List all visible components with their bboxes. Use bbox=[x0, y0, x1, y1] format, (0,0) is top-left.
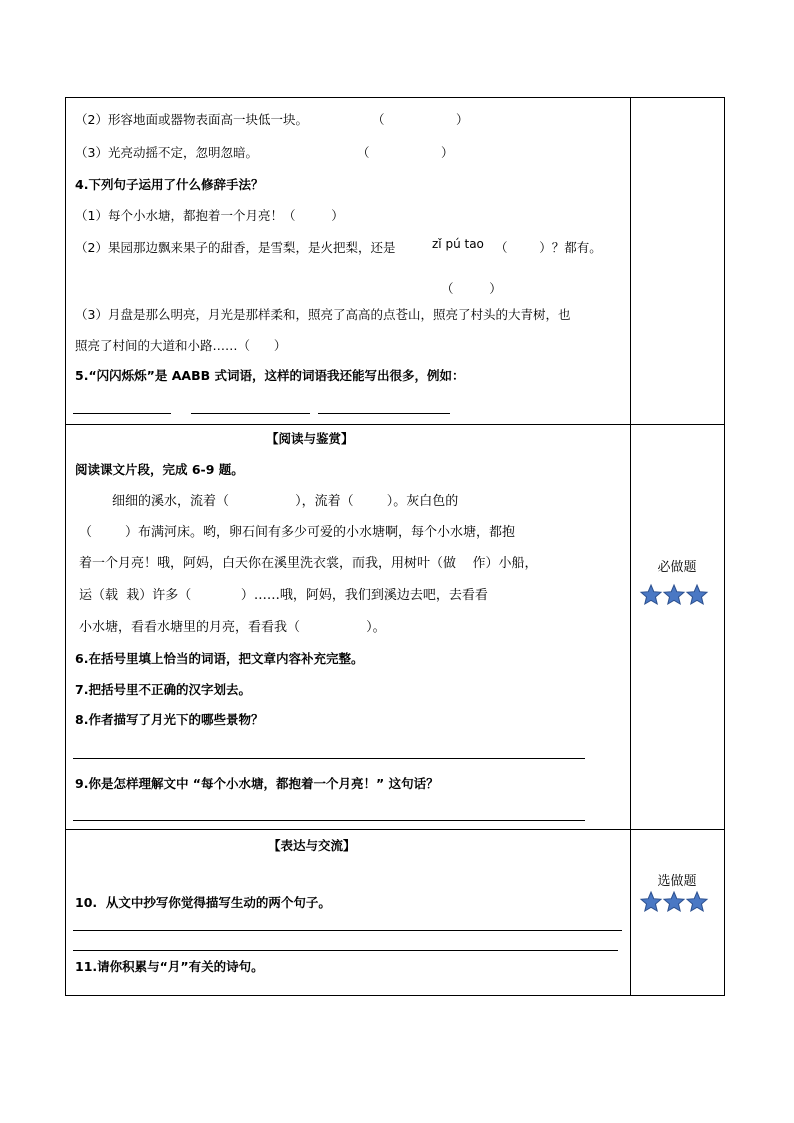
star-icon bbox=[664, 892, 684, 911]
q5: 5.“闪闪烁烁”是 AABB 式词语，这样的词语我还能写出很多，例如： bbox=[75, 368, 465, 383]
q3-item3-answer-paren: （ ） bbox=[357, 145, 454, 160]
optional-label: 选做题 bbox=[657, 874, 697, 889]
passage-line: （ ）布满河床。哟，卵石间有多少可爱的小水塘啊，每个小水塘，都抱 bbox=[79, 525, 516, 540]
passage-line: 细细的溪水，流着（ ），流着（ ）。灰白色的 bbox=[79, 494, 459, 509]
answer-line bbox=[73, 758, 585, 759]
q4-item2-answer-paren: （ ） bbox=[441, 281, 502, 296]
q3-item3: （3）光亮动摇不定，忽明忽暗。 bbox=[75, 145, 258, 160]
q7: 7.把括号里不正确的汉字划去。 bbox=[75, 682, 251, 697]
star-icon bbox=[687, 585, 707, 604]
q3-item2-answer-paren: （ ） bbox=[372, 112, 469, 127]
passage-line: 运（载 栽）许多（ ）……哦，阿妈，我们到溪边去吧，去看看 bbox=[79, 588, 488, 603]
q4-title: 4.下列句子运用了什么修辞手法？ bbox=[75, 177, 264, 192]
answer-line bbox=[73, 930, 622, 931]
answer-line bbox=[191, 413, 310, 414]
q11: 11.请你积累与“月”有关的诗句。 bbox=[75, 959, 264, 974]
q4-item3-line1: （3）月盘是那么明亮，月光是那样柔和，照亮了高高的点苍山，照亮了村头的大青树，也 bbox=[75, 307, 571, 322]
q3-item2: （2）形容地面或器物表面高一块低一块。 bbox=[75, 112, 308, 127]
q4-item2: （2）果园那边飘来果子的甜香，是雪梨，是火把梨，还是 bbox=[75, 240, 396, 255]
passage-line: 着一个月亮！哦，阿妈，白天你在溪里洗衣裳，而我，用树叶（做 作）小船， bbox=[79, 556, 538, 571]
answer-line bbox=[73, 413, 171, 414]
row-divider-2 bbox=[66, 829, 724, 830]
section-heading-reading: 【阅读与鉴赏】 bbox=[266, 431, 354, 446]
star-icon bbox=[641, 892, 661, 911]
star-icon bbox=[687, 892, 707, 911]
reading-intro: 阅读课文片段，完成 6-9 题。 bbox=[75, 462, 244, 477]
section-heading-expression: 【表达与交流】 bbox=[268, 838, 356, 853]
three-star-rating bbox=[631, 889, 727, 917]
q9: 9.你是怎样理解文中 “每个小水塘，都抱着一个月亮！” 这句话？ bbox=[75, 776, 439, 791]
answer-line bbox=[73, 950, 618, 951]
column-divider bbox=[630, 98, 631, 995]
q10: 10. 从文中抄写你觉得描写生动的两个句子。 bbox=[75, 895, 331, 910]
q6: 6.在括号里填上恰当的词语，把文章内容补充完整。 bbox=[75, 651, 364, 666]
answer-line bbox=[73, 820, 585, 821]
q4-item2-tail: （ ）？都有。 bbox=[495, 240, 602, 255]
answer-line bbox=[318, 413, 450, 414]
passage-line: 小水塘，看看水塘里的月亮，看看我（ ）。 bbox=[79, 620, 386, 635]
star-icon bbox=[664, 585, 684, 604]
required-label: 必做题 bbox=[657, 560, 697, 575]
q8: 8.作者描写了月光下的哪些景物？ bbox=[75, 712, 264, 727]
star-icon bbox=[641, 585, 661, 604]
row-divider-1 bbox=[66, 424, 724, 425]
worksheet-table bbox=[65, 97, 725, 996]
q4-item1: （1）每个小水塘，都抱着一个月亮！（ ） bbox=[75, 208, 344, 223]
three-star-rating bbox=[631, 582, 727, 610]
q4-pinyin: zǐ pú tao bbox=[432, 237, 484, 251]
q4-item3-line2: 照亮了村间的大道和小路……（ ） bbox=[75, 338, 287, 353]
